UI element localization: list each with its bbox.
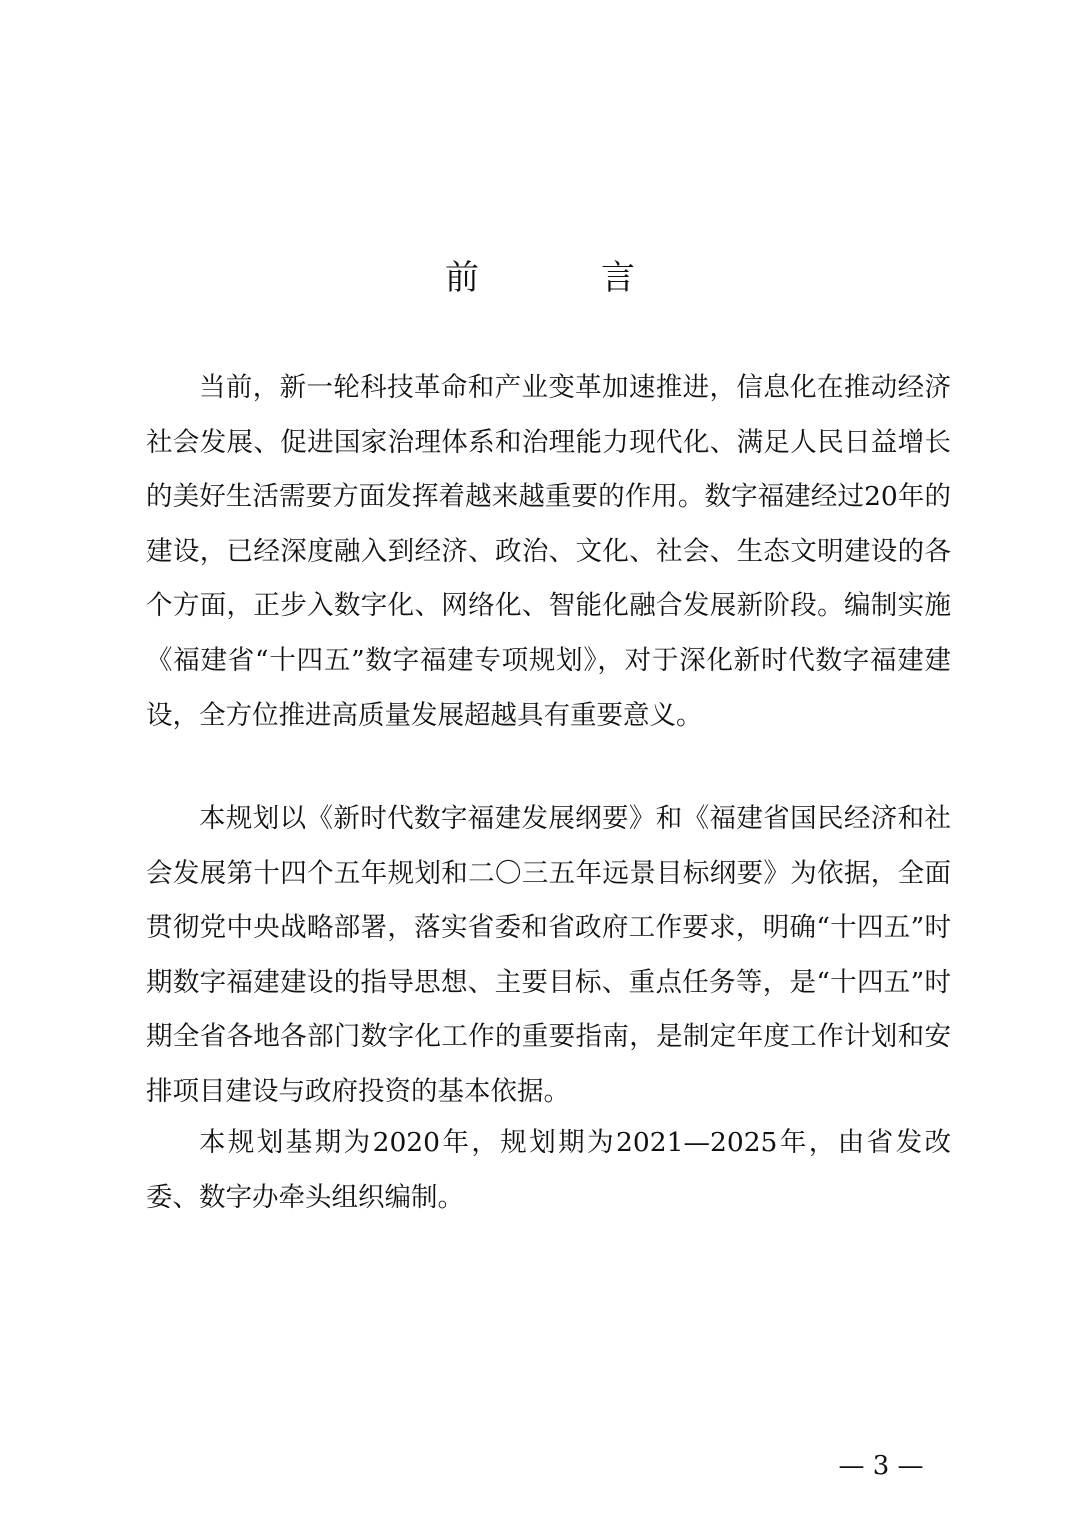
page-number: — 3 — [838, 1451, 924, 1481]
paragraph-1: 当前，新一轮科技革命和产业变革加速推进，信息化在推动经济社会发展、促进国家治理体系和治理能力现代化、满足人民日益增长的美好生活需要方面发挥着越来越重要的作用。数字福建经过20年的建设，已经深度融入到经济、政治、文化、社会、生态文明建设的各个方面，正步入数字化、网络化、智能化融合发展新阶段。编制实施《福建省“十四五”数字福建专项规划》，对于深化新时代数字福建建设，全方位推进高质量发展超越具有重要意义。 [146, 372, 951, 731]
paragraph-3: 本规划基期为2020年，规划期为2021—2025年，由省发改委、数字办牵头组织编制。 [146, 1127, 951, 1213]
page-title: 前 言 [445, 258, 679, 298]
paragraph-2: 本规划以《新时代数字福建发展纲要》和《福建省国民经济和社会发展第十四个五年规划和二〇三五年远景目标纲要》为依据，全面贯彻党中央战略部署，落实省委和省政府工作要求，明确“十四五”时期数字福建建设的指导思想、主要目标、重点任务等，是“十四五”时期全省各地各部门数字化工作的重要指南，是制定年度工作计划和安排项目建设与政府投资的基本依据。 [146, 803, 951, 1107]
